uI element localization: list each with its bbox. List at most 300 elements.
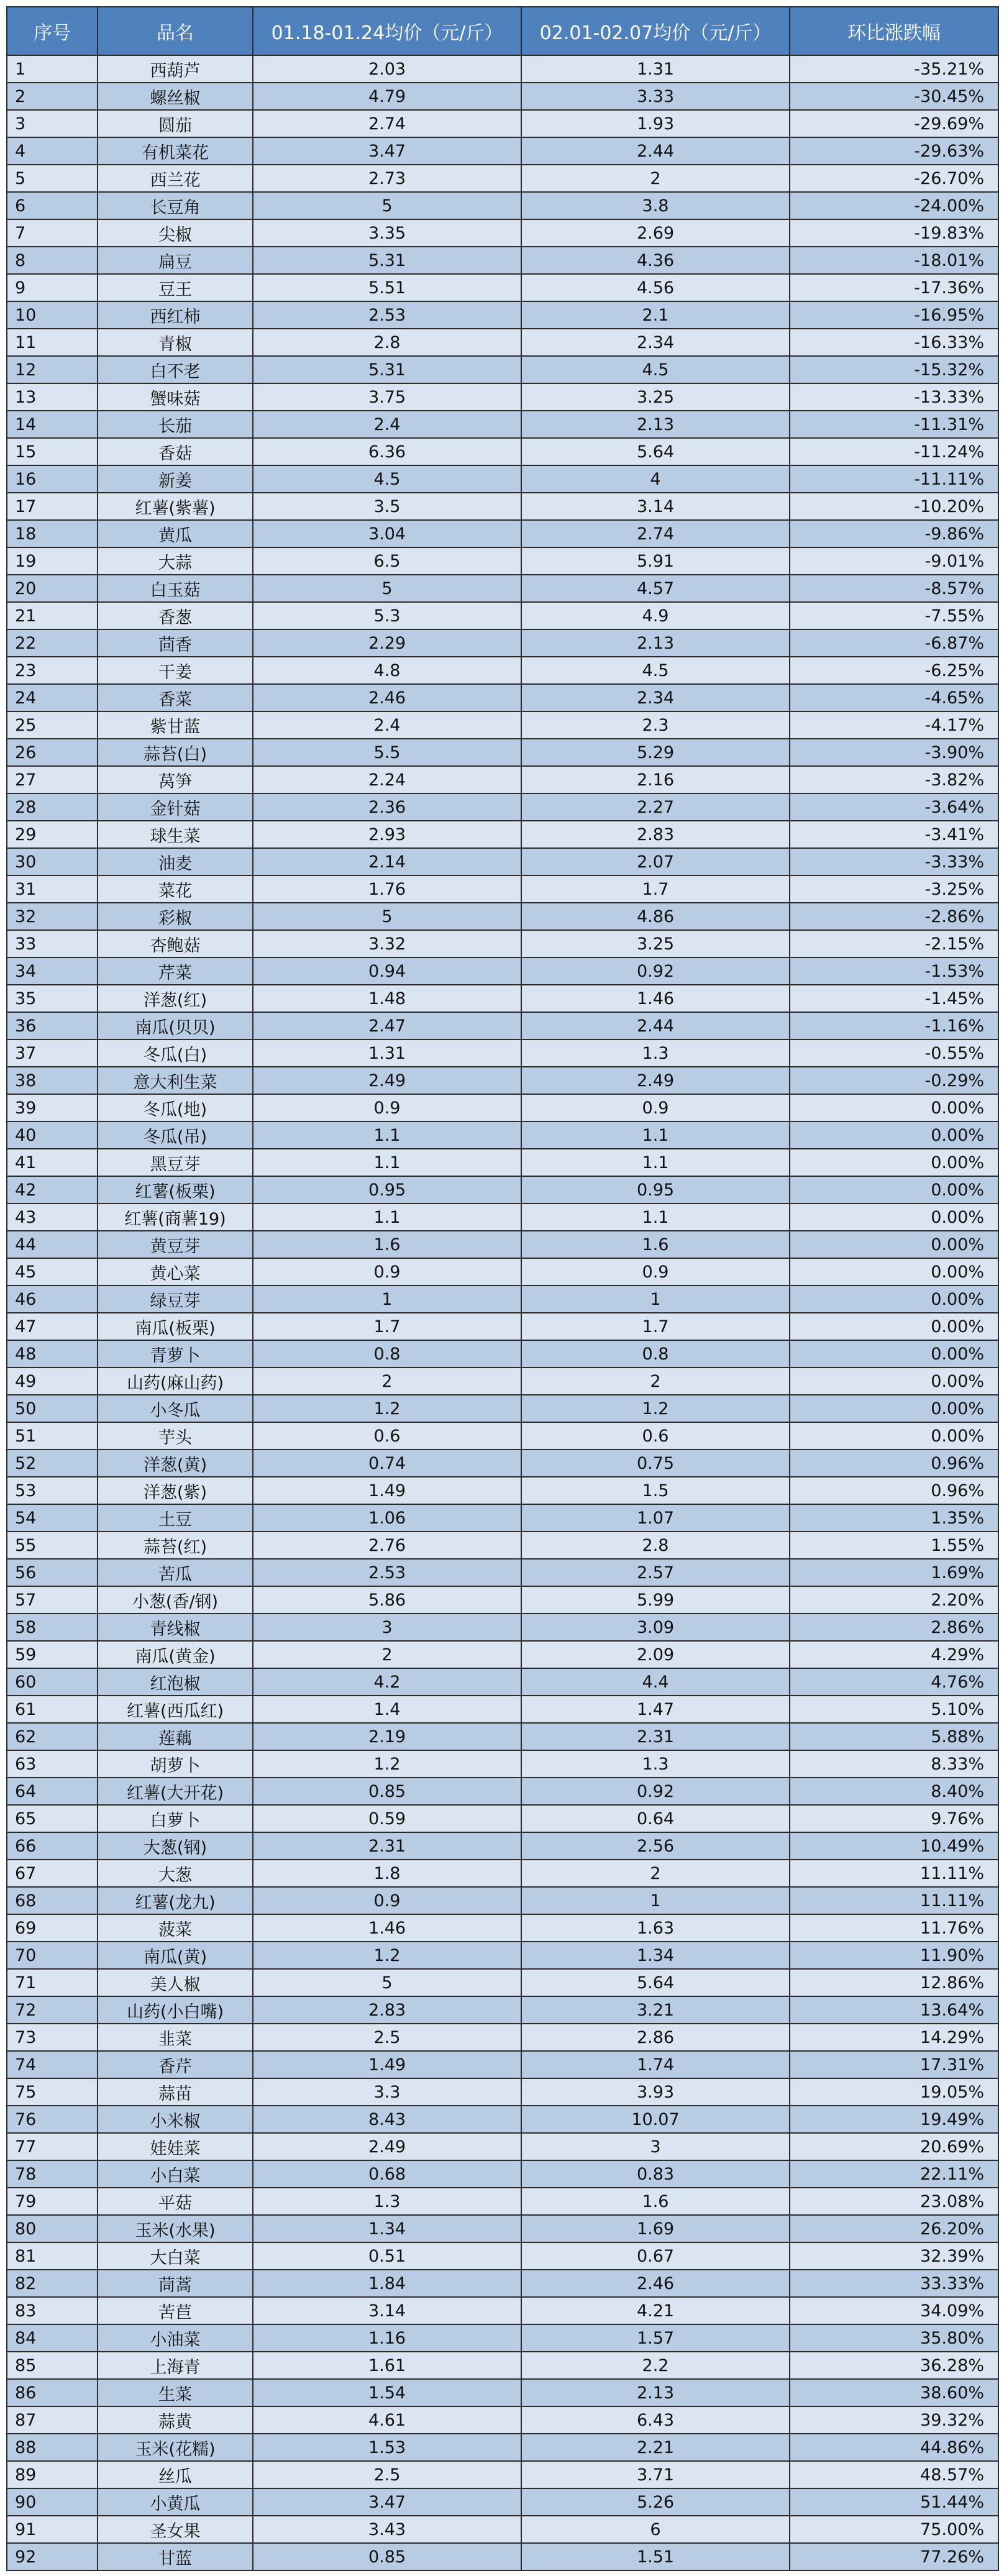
row-index: 92 (7, 2543, 98, 2570)
table-row (7, 766, 998, 793)
row-index: 31 (7, 875, 98, 903)
row-change-rate: 14.29% (790, 2024, 998, 2051)
row-product-name: 黄瓜 (98, 520, 253, 547)
table-row (7, 1368, 998, 1395)
table-row (7, 1696, 998, 1723)
row-price-period-1: 2.74 (253, 110, 521, 137)
row-index: 90 (7, 2488, 98, 2516)
row-product-name: 玉米(水果) (98, 2215, 253, 2242)
row-product-name: 杏鲍菇 (98, 930, 253, 957)
row-product-name: 茼蒿 (98, 2270, 253, 2297)
row-index: 83 (7, 2297, 98, 2324)
row-price-period-1: 1.3 (253, 2188, 521, 2215)
row-product-name: 冬瓜(地) (98, 1094, 253, 1121)
table-row (7, 274, 998, 301)
table-row (7, 739, 998, 766)
row-price-period-1: 3.47 (253, 2488, 521, 2516)
row-change-rate: 0.00% (790, 1340, 998, 1368)
row-price-period-2: 3.25 (521, 383, 790, 411)
table-row (7, 1395, 998, 1422)
row-index: 66 (7, 1832, 98, 1860)
row-price-period-2: 2.07 (521, 848, 790, 875)
row-index: 37 (7, 1039, 98, 1067)
row-product-name: 茴香 (98, 629, 253, 657)
row-price-period-1: 2.5 (253, 2461, 521, 2488)
table-row (7, 711, 998, 739)
row-price-period-1: 0.94 (253, 957, 521, 985)
row-product-name: 洋葱(黄) (98, 1450, 253, 1477)
row-index: 21 (7, 602, 98, 629)
row-price-period-1: 1.53 (253, 2434, 521, 2461)
table-row (7, 1668, 998, 1696)
row-index: 63 (7, 1750, 98, 1778)
row-change-rate: 33.33% (790, 2270, 998, 2297)
row-price-period-2: 4.4 (521, 1668, 790, 1696)
table-row (7, 1176, 998, 1204)
row-price-period-1: 3.14 (253, 2297, 521, 2324)
row-price-period-2: 2.69 (521, 219, 790, 247)
row-index: 29 (7, 821, 98, 848)
row-price-period-1: 3 (253, 1614, 521, 1641)
row-index: 48 (7, 1340, 98, 1368)
row-change-rate: 10.49% (790, 1832, 998, 1860)
row-index: 44 (7, 1231, 98, 1258)
row-price-period-2: 4.5 (521, 356, 790, 383)
table-row (7, 547, 998, 575)
row-price-period-1: 0.51 (253, 2242, 521, 2270)
row-index: 15 (7, 438, 98, 465)
row-index: 14 (7, 411, 98, 438)
row-price-period-2: 2.44 (521, 1012, 790, 1039)
row-product-name: 西红柿 (98, 301, 253, 329)
row-product-name: 土豆 (98, 1504, 253, 1532)
table-row (7, 1750, 998, 1778)
row-price-period-1: 0.59 (253, 1805, 521, 1832)
row-change-rate: -29.63% (790, 137, 998, 165)
table-row (7, 602, 998, 629)
row-price-period-2: 0.92 (521, 1778, 790, 1805)
row-change-rate: 5.10% (790, 1696, 998, 1723)
row-price-period-1: 1.2 (253, 1395, 521, 1422)
row-change-rate: -0.29% (790, 1067, 998, 1094)
row-price-period-1: 5 (253, 192, 521, 219)
table-row (7, 1067, 998, 1094)
row-index: 2 (7, 83, 98, 110)
row-price-period-1: 3.43 (253, 2516, 521, 2543)
row-price-period-2: 2.09 (521, 1641, 790, 1668)
row-price-period-2: 3.8 (521, 192, 790, 219)
row-index: 24 (7, 684, 98, 711)
row-product-name: 长豆角 (98, 192, 253, 219)
row-change-rate: -17.36% (790, 274, 998, 301)
table-row (7, 1286, 998, 1313)
row-price-period-2: 1.07 (521, 1504, 790, 1532)
row-price-period-1: 2.76 (253, 1532, 521, 1559)
row-price-period-2: 5.29 (521, 739, 790, 766)
row-product-name: 绿豆芽 (98, 1286, 253, 1313)
table-row (7, 1778, 998, 1805)
table-row (7, 1204, 998, 1231)
row-product-name: 红薯(西瓜红) (98, 1696, 253, 1723)
row-product-name: 苦苣 (98, 2297, 253, 2324)
row-change-rate: 0.00% (790, 1395, 998, 1422)
row-product-name: 尖椒 (98, 219, 253, 247)
row-index: 34 (7, 957, 98, 985)
table-row (7, 465, 998, 493)
table-row (7, 1996, 998, 2024)
row-product-name: 球生菜 (98, 821, 253, 848)
row-change-rate: 0.00% (790, 1149, 998, 1176)
table-row (7, 520, 998, 547)
row-change-rate: -10.20% (790, 493, 998, 520)
row-change-rate: -2.86% (790, 903, 998, 930)
table-row (7, 411, 998, 438)
row-product-name: 新姜 (98, 465, 253, 493)
row-price-period-2: 2.1 (521, 301, 790, 329)
row-price-period-2: 3.21 (521, 1996, 790, 2024)
table-row (7, 2516, 998, 2543)
row-price-period-2: 2.13 (521, 411, 790, 438)
row-index: 18 (7, 520, 98, 547)
table-row (7, 438, 998, 465)
table-row (7, 1641, 998, 1668)
table-row (7, 2051, 998, 2078)
row-index: 47 (7, 1313, 98, 1340)
row-price-period-1: 2.8 (253, 329, 521, 356)
row-index: 36 (7, 1012, 98, 1039)
row-price-period-1: 2.36 (253, 793, 521, 821)
row-change-rate: -1.53% (790, 957, 998, 985)
row-index: 91 (7, 2516, 98, 2543)
row-product-name: 莴笋 (98, 766, 253, 793)
row-price-period-1: 2.24 (253, 766, 521, 793)
row-index: 52 (7, 1450, 98, 1477)
row-price-period-2: 1.34 (521, 1942, 790, 1969)
row-index: 78 (7, 2160, 98, 2188)
row-change-rate: 11.76% (790, 1914, 998, 1942)
row-price-period-2: 1.5 (521, 1477, 790, 1504)
row-change-rate: 1.35% (790, 1504, 998, 1532)
row-price-period-2: 5.64 (521, 1969, 790, 1996)
row-price-period-1: 0.9 (253, 1094, 521, 1121)
row-price-period-1: 1.6 (253, 1231, 521, 1258)
row-product-name: 意大利生菜 (98, 1067, 253, 1094)
row-product-name: 金针菇 (98, 793, 253, 821)
row-price-period-2: 3.14 (521, 493, 790, 520)
row-price-period-2: 2 (521, 165, 790, 192)
table-row (7, 1942, 998, 1969)
row-price-period-1: 0.6 (253, 1422, 521, 1450)
row-price-period-2: 4.56 (521, 274, 790, 301)
row-index: 4 (7, 137, 98, 165)
row-price-period-1: 2.14 (253, 848, 521, 875)
row-change-rate: 2.86% (790, 1614, 998, 1641)
row-price-period-2: 2.83 (521, 821, 790, 848)
row-product-name: 黑豆芽 (98, 1149, 253, 1176)
table-row (7, 110, 998, 137)
header-change-rate: 环比涨跌幅 (790, 7, 998, 55)
row-product-name: 螺丝椒 (98, 83, 253, 110)
row-price-period-2: 6.43 (521, 2406, 790, 2434)
row-price-period-2: 4 (521, 465, 790, 493)
table-row (7, 2133, 998, 2160)
table-body (7, 55, 998, 2570)
row-price-period-2: 1.74 (521, 2051, 790, 2078)
row-price-period-1: 1.8 (253, 1860, 521, 1887)
row-price-period-2: 2.31 (521, 1723, 790, 1750)
table-row (7, 821, 998, 848)
row-product-name: 紫甘蓝 (98, 711, 253, 739)
row-price-period-2: 1.47 (521, 1696, 790, 1723)
row-price-period-2: 4.9 (521, 602, 790, 629)
row-change-rate: -1.45% (790, 985, 998, 1012)
row-price-period-1: 0.68 (253, 2160, 521, 2188)
row-index: 75 (7, 2078, 98, 2106)
row-index: 39 (7, 1094, 98, 1121)
row-price-period-2: 1.69 (521, 2215, 790, 2242)
row-change-rate: 23.08% (790, 2188, 998, 2215)
row-change-rate: 20.69% (790, 2133, 998, 2160)
row-index: 28 (7, 793, 98, 821)
row-index: 17 (7, 493, 98, 520)
row-index: 46 (7, 1286, 98, 1313)
row-price-period-2: 4.86 (521, 903, 790, 930)
row-index: 23 (7, 657, 98, 684)
row-price-period-2: 1.2 (521, 1395, 790, 1422)
table-row (7, 2188, 998, 2215)
row-change-rate: 1.55% (790, 1532, 998, 1559)
row-change-rate: 34.09% (790, 2297, 998, 2324)
row-index: 33 (7, 930, 98, 957)
row-product-name: 香芹 (98, 2051, 253, 2078)
row-index: 50 (7, 1395, 98, 1422)
row-product-name: 蒜黄 (98, 2406, 253, 2434)
row-product-name: 红薯(紫薯) (98, 493, 253, 520)
row-price-period-2: 2.34 (521, 329, 790, 356)
row-price-period-1: 6.36 (253, 438, 521, 465)
table-row (7, 1258, 998, 1286)
row-index: 88 (7, 2434, 98, 2461)
table-row (7, 1340, 998, 1368)
table-row (7, 1914, 998, 1942)
row-product-name: 甘蓝 (98, 2543, 253, 2570)
row-change-rate: 39.32% (790, 2406, 998, 2434)
row-price-period-2: 2.34 (521, 684, 790, 711)
row-index: 22 (7, 629, 98, 657)
row-price-period-1: 2.73 (253, 165, 521, 192)
row-change-rate: -18.01% (790, 247, 998, 274)
row-price-period-2: 2 (521, 1860, 790, 1887)
table-row (7, 2024, 998, 2051)
row-change-rate: -30.45% (790, 83, 998, 110)
row-price-period-2: 2.2 (521, 2352, 790, 2379)
row-index: 12 (7, 356, 98, 383)
row-price-period-1: 0.95 (253, 1176, 521, 1204)
row-index: 62 (7, 1723, 98, 1750)
row-price-period-2: 3.93 (521, 2078, 790, 2106)
row-price-period-2: 1.1 (521, 1121, 790, 1149)
table-row (7, 356, 998, 383)
row-change-rate: -7.55% (790, 602, 998, 629)
row-product-name: 蒜苗 (98, 2078, 253, 2106)
row-product-name: 油麦 (98, 848, 253, 875)
row-change-rate: 0.00% (790, 1258, 998, 1286)
table-row (7, 2106, 998, 2133)
table-row (7, 2461, 998, 2488)
table-row (7, 2434, 998, 2461)
row-price-period-1: 5 (253, 575, 521, 602)
row-product-name: 小黄瓜 (98, 2488, 253, 2516)
row-price-period-2: 0.83 (521, 2160, 790, 2188)
row-index: 9 (7, 274, 98, 301)
row-product-name: 菠菜 (98, 1914, 253, 1942)
row-price-period-1: 1.4 (253, 1696, 521, 1723)
row-product-name: 大蒜 (98, 547, 253, 575)
row-price-period-2: 2.21 (521, 2434, 790, 2461)
row-product-name: 干姜 (98, 657, 253, 684)
row-change-rate: -3.33% (790, 848, 998, 875)
row-price-period-2: 1 (521, 1286, 790, 1313)
table-row (7, 985, 998, 1012)
row-index: 5 (7, 165, 98, 192)
row-product-name: 冬瓜(白) (98, 1039, 253, 1067)
row-product-name: 美人椒 (98, 1969, 253, 1996)
row-change-rate: 0.00% (790, 1286, 998, 1313)
row-product-name: 芹菜 (98, 957, 253, 985)
row-index: 26 (7, 739, 98, 766)
table-row (7, 1012, 998, 1039)
row-price-period-2: 5.99 (521, 1586, 790, 1614)
row-product-name: 生菜 (98, 2379, 253, 2406)
row-price-period-1: 2.4 (253, 411, 521, 438)
row-product-name: 苦瓜 (98, 1559, 253, 1586)
table-row (7, 137, 998, 165)
row-change-rate: -11.11% (790, 465, 998, 493)
row-product-name: 长茄 (98, 411, 253, 438)
row-price-period-1: 5.5 (253, 739, 521, 766)
table-row (7, 1422, 998, 1450)
row-change-rate: -8.57% (790, 575, 998, 602)
table-row (7, 1805, 998, 1832)
row-price-period-2: 2.27 (521, 793, 790, 821)
row-price-period-1: 1.1 (253, 1204, 521, 1231)
row-change-rate: 0.96% (790, 1477, 998, 1504)
row-product-name: 冬瓜(吊) (98, 1121, 253, 1149)
row-price-period-2: 1.93 (521, 110, 790, 137)
row-price-period-1: 4.2 (253, 1668, 521, 1696)
row-price-period-1: 0.9 (253, 1887, 521, 1914)
row-index: 67 (7, 1860, 98, 1887)
row-product-name: 莲藕 (98, 1723, 253, 1750)
row-product-name: 红薯(商薯19) (98, 1204, 253, 1231)
row-product-name: 有机菜花 (98, 137, 253, 165)
header-index: 序号 (7, 7, 98, 55)
row-product-name: 白萝卜 (98, 1805, 253, 1832)
row-index: 81 (7, 2242, 98, 2270)
row-price-period-2: 4.21 (521, 2297, 790, 2324)
header-name: 品名 (98, 7, 253, 55)
table-row (7, 903, 998, 930)
row-price-period-2: 2.74 (521, 520, 790, 547)
row-index: 85 (7, 2352, 98, 2379)
row-change-rate: 12.86% (790, 1969, 998, 1996)
row-product-name: 芋头 (98, 1422, 253, 1450)
row-product-name: 蒜苔(红) (98, 1532, 253, 1559)
row-change-rate: -15.32% (790, 356, 998, 383)
table-row (7, 1832, 998, 1860)
table-row (7, 1450, 998, 1477)
row-price-period-2: 2 (521, 1368, 790, 1395)
row-product-name: 黄豆芽 (98, 1231, 253, 1258)
row-price-period-1: 3.32 (253, 930, 521, 957)
row-price-period-2: 1 (521, 1887, 790, 1914)
row-product-name: 娃娃菜 (98, 2133, 253, 2160)
table-row (7, 165, 998, 192)
row-price-period-1: 5.51 (253, 274, 521, 301)
table-row (7, 1532, 998, 1559)
table-row (7, 1504, 998, 1532)
row-price-period-2: 5.64 (521, 438, 790, 465)
row-price-period-1: 2 (253, 1641, 521, 1668)
row-change-rate: 48.57% (790, 2461, 998, 2488)
row-price-period-2: 10.07 (521, 2106, 790, 2133)
row-price-period-2: 2.57 (521, 1559, 790, 1586)
row-product-name: 洋葱(红) (98, 985, 253, 1012)
row-price-period-2: 2.13 (521, 629, 790, 657)
row-index: 57 (7, 1586, 98, 1614)
row-change-rate: 77.26% (790, 2543, 998, 2570)
row-price-period-1: 1.48 (253, 985, 521, 1012)
table-row (7, 1586, 998, 1614)
row-change-rate: -0.55% (790, 1039, 998, 1067)
row-product-name: 胡萝卜 (98, 1750, 253, 1778)
row-price-period-2: 3 (521, 2133, 790, 2160)
row-price-period-2: 4.57 (521, 575, 790, 602)
row-change-rate: -29.69% (790, 110, 998, 137)
row-price-period-1: 0.85 (253, 1778, 521, 1805)
row-index: 60 (7, 1668, 98, 1696)
row-change-rate: -3.25% (790, 875, 998, 903)
row-change-rate: 0.00% (790, 1204, 998, 1231)
row-index: 38 (7, 1067, 98, 1094)
row-index: 45 (7, 1258, 98, 1286)
row-price-period-1: 5 (253, 903, 521, 930)
row-index: 27 (7, 766, 98, 793)
row-index: 53 (7, 1477, 98, 1504)
table-header-row (7, 7, 998, 55)
row-price-period-2: 0.75 (521, 1450, 790, 1477)
row-product-name: 红泡椒 (98, 1668, 253, 1696)
row-change-rate: -1.16% (790, 1012, 998, 1039)
row-price-period-2: 1.3 (521, 1750, 790, 1778)
row-product-name: 圣女果 (98, 2516, 253, 2543)
row-price-period-1: 3.75 (253, 383, 521, 411)
row-product-name: 小米椒 (98, 2106, 253, 2133)
row-product-name: 小冬瓜 (98, 1395, 253, 1422)
row-product-name: 丝瓜 (98, 2461, 253, 2488)
row-change-rate: -3.64% (790, 793, 998, 821)
row-index: 40 (7, 1121, 98, 1149)
row-index: 13 (7, 383, 98, 411)
table-row (7, 2078, 998, 2106)
row-change-rate: -3.82% (790, 766, 998, 793)
row-change-rate: -11.24% (790, 438, 998, 465)
table-row (7, 1559, 998, 1586)
row-change-rate: -19.83% (790, 219, 998, 247)
row-price-period-1: 5 (253, 1969, 521, 1996)
table-row (7, 329, 998, 356)
row-index: 11 (7, 329, 98, 356)
